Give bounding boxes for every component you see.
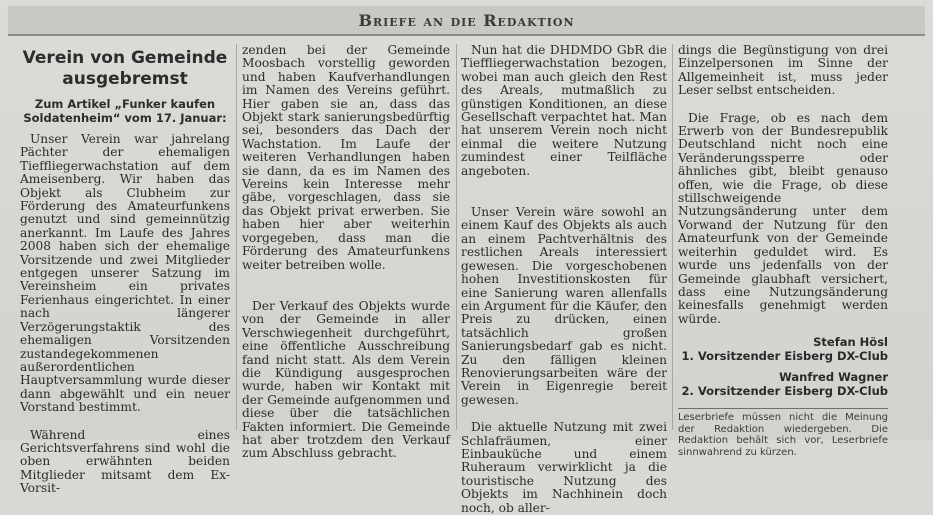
signature-role: 2. Vorsitzender Eisberg DX-Club (681, 383, 888, 398)
paragraph: Während eines Gerichtsverfahrens sind wohl die oben erwähnten beiden Mitglieder mitsamt dem Ex-Vorsit- (20, 427, 230, 496)
header-rule (8, 34, 925, 36)
column-divider (236, 44, 237, 430)
column-divider (456, 44, 457, 430)
paragraph-gap (242, 272, 450, 300)
signature-name: Stefan Hösl (813, 335, 888, 350)
paragraph: Die aktuelle Nutzung mit zwei Schlafräumen, einer Einbauküche und einem Ruheraum verwirklicht ja die touristische Nutzung des Objekts im Nachhinein doch noch, ob aller- (461, 420, 667, 515)
headline: Verein von Gemeinde ausgebremst (22, 48, 228, 89)
section-header (8, 6, 925, 34)
signature-name: Wanfred Wagner (779, 370, 888, 385)
signature (678, 336, 888, 363)
paragraph: Die Frage, ob es nach dem Erwerb von der Bundesrepublik Deutschland nicht noch eine Veränderungssperre oder ähnliches gibt, bleibt genauso offen, wie die Frage, ob diese stillschweigende Nutzungsänderung unter dem Vorwand der Nutzung für den Amateurfunk von der Gemeinde weiterhin geduldet wird. Es wurde uns jedenfalls von der Gemeinde glaubhaft versichert, dass eine Nutzungsänderung keinesfalls genehmigt werden würde. (678, 110, 888, 326)
paragraph: Der Verkauf des Objekts wurde von der Gemeinde in aller Verschwiegenheit durchgeführt, eine öffentliche Ausschreibung fand nicht statt. Als dem Verein die Kündigung ausgesprochen wurde, haben wir Kontakt mit der Gemeinde aufgenommen und diese über die tatsächlichen Fakten informiert. Die Gemeinde hat aber trotzdem den Verkauf zum Abschluss gebracht. (242, 298, 450, 461)
column-3 (461, 44, 667, 515)
editorial-disclaimer: Leserbriefe müssen nicht die Meinung der Redaktion wiedergeben. Die Redaktion behält sich vor, Leserbriefe sinnwahrend zu kürzen. (678, 408, 888, 458)
column-2 (242, 44, 450, 461)
column-1 (20, 44, 230, 496)
paragraph: Unser Verein war jahrelang Pächter der ehemaligen Tieffliegerwachstation auf dem Ameisenberg. Wir haben das Objekt als Clubheim zur Förderung des Amateurfunkens genutzt und sind gemeinnützig anerkannt. Im Laufe des Jahres 2008 haben sich der ehemalige Vorsitzende und zwei Mitglieder entgegen unserer Satzung im Vereinsheim ein privates Ferienhaus eingerichtet. In einer nach längerer Verzögerungstaktik des ehemaligen Vorsitzenden zustandegekommenen außerordentlichen Hauptversammlung wurde dieser dann abgewählt und ein neuer Vorstand bestimmt. (20, 132, 230, 415)
paragraph-gap (678, 98, 888, 112)
paragraph-gap (461, 407, 667, 421)
column-divider (672, 44, 673, 430)
paragraph: Unser Verein wäre sowohl an einem Kauf des Objekts als auch an einem Pachtverhältnis des restlichen Areals interessiert gewesen. Die vorgeschobenen hohen Investitionskosten für eine Sanierung waren allenfalls ein Argument für die Käufer, den Preis zu drücken, einen tatsächlich großen Sanierungsbedarf gab es nicht. Zu den fälligen kleinen Renovierungsarbeiten wäre der Verein in Eigenregie bereit gewesen. (461, 205, 667, 407)
paragraph: Nun hat die DHDMDO GbR die Tieffliegerwachstation bezogen, wobei man auch gleich den Rest des Areals, mutmaßlich zu günstigen Konditionen, an diese Gesellschaft verpachtet hat. Man hat unserem Verein noch nicht einmal die weitere Nutzung zumindest einer Teilfläche angeboten. (461, 43, 667, 178)
paragraph-gap (20, 415, 230, 429)
signature-role: 1. Vorsitzender Eisberg DX-Club (681, 348, 888, 363)
paragraph: dings die Begünstigung von drei Einzelpersonen im Sinne der Allgemeinheit ist, muss jeder Leser selbst entscheiden. (678, 43, 888, 98)
paragraph: zenden bei der Gemeinde Moosbach vorstellig geworden und haben Kaufverhandlungen im Namen des Vereins geführt. Hier gaben sie an, dass das Objekt stark sanierungsbedürftig sei, besonders das Dach der Wachstation. Im Laufe der weiteren Verhandlungen haben sie dann, da es im Namen des Vereins kein Interesse mehr gäbe, vorgeschlagen, dass sie das Objekt privat erwerben. Sie haben hier aber weiterhin vorgegeben, dass man die Förderung des Amateurfunkens weiter betreiben wolle. (242, 43, 450, 272)
paragraph-gap (461, 178, 667, 206)
section-title: Briefe an die Redaktion (358, 10, 575, 30)
signature (678, 371, 888, 398)
column-4 (678, 44, 888, 458)
article-reference: Zum Artikel „Funker kaufen Soldatenheim“ vom 17. Januar: (23, 97, 227, 125)
